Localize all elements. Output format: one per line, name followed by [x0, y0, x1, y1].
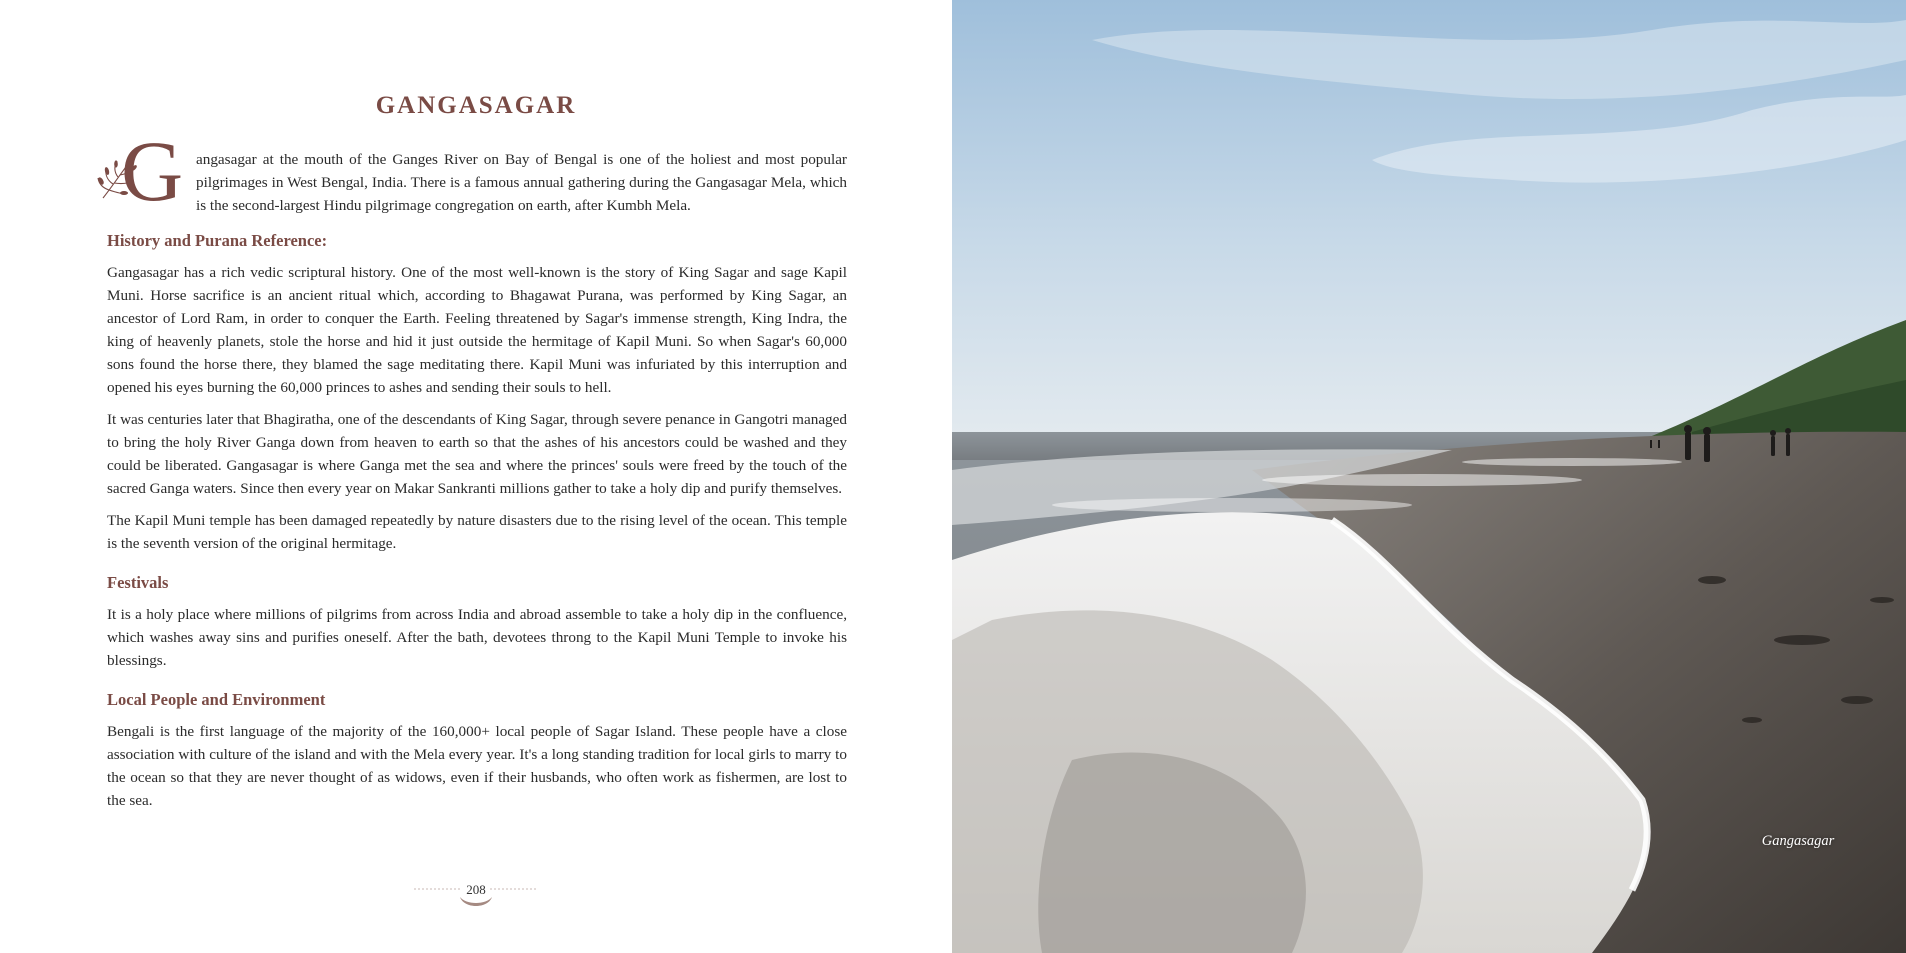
history-paragraph-1: Gangasagar has a rich vedic scriptural history. One of the most well-known is the story of King Sagar and sage Kapil Muni. Horse sacrifice is an ancient ritual which, according to Bhagawat Purana, was performed by King Sagar, an ancestor of Lord Ram, in order to conquer the Earth. Feeling threatened by Sagar's immense strength, King Indra, the king of heavenly planets, stole the horse and hid it just outside the hermitage of Kapil Muni. So when Sagar's 60,000 sons found the horse there, they blamed the sage meditating there. Kapil Muni was infuriated by this interruption and opened his eyes burning the 60,000 princes to ashes and sending their souls to hell. — [107, 264, 847, 396]
intro-paragraph — [107, 123, 847, 219]
page-number: 208 — [466, 882, 486, 897]
left-page — [0, 0, 952, 953]
photo-caption: Gangasagar — [1761, 833, 1835, 849]
local-people-paragraph: Bengali is the first language of the majority of the 160,000+ local people of Sagar Island. These people have a close association with culture of the island and with the Mela every year. It's a long standing tradition for local girls to marry to the ocean so that they are never thought of as widows, even if their husbands, who often work as fishermen, are lost to the sea. — [107, 723, 847, 809]
intro-text: angasagar at the mouth of the Ganges River on Bay of Bengal is one of the holiest and most popular pilgrimages in West Bengal, India. There is a famous annual gathering during the Gangasagar Mela, which is the second-largest Hindu pilgrimage congregation on earth, after Kumbh Mela. — [196, 151, 847, 214]
festivals-paragraph: It is a holy place where millions of pilgrims from across India and abroad assemble to take a holy dip in the confluence, which washes away sins and purifies oneself. After the bath, devotees throng to the Kapil Muni Temple to invoke his blessings. — [107, 606, 847, 669]
drop-cap — [97, 123, 193, 219]
history-paragraph-3: The Kapil Muni temple has been damaged repeatedly by nature disasters due to the rising level of the ocean. This temple is the seventh version of the original hermitage. — [107, 512, 847, 552]
beach-photo — [952, 0, 1906, 953]
section-heading-history: History and Purana Reference: — [107, 231, 328, 250]
section-heading-festivals: Festivals — [107, 573, 169, 592]
page-number-ornament — [412, 875, 540, 915]
article-body — [107, 123, 847, 821]
page-title: GANGASAGAR — [375, 92, 577, 119]
history-paragraph-2: It was centuries later that Bhagiratha, one of the descendants of King Sagar, through severe penance in Gangotri managed to bring the holy River Ganga down from heaven to earth so that the ashes of his ancestors could be washed and they could be liberated. Gangasagar is where Ganga met the sea and where the princes' souls were freed by the touch of the sacred Ganga waters. Since then every year on Makar Sankranti millions gather to take a holy dip and purify themselves. — [107, 411, 847, 497]
beach-photo-image — [952, 0, 1906, 953]
section-heading-local-people: Local People and Environment — [107, 690, 326, 709]
drop-cap-letter: G — [121, 123, 184, 219]
